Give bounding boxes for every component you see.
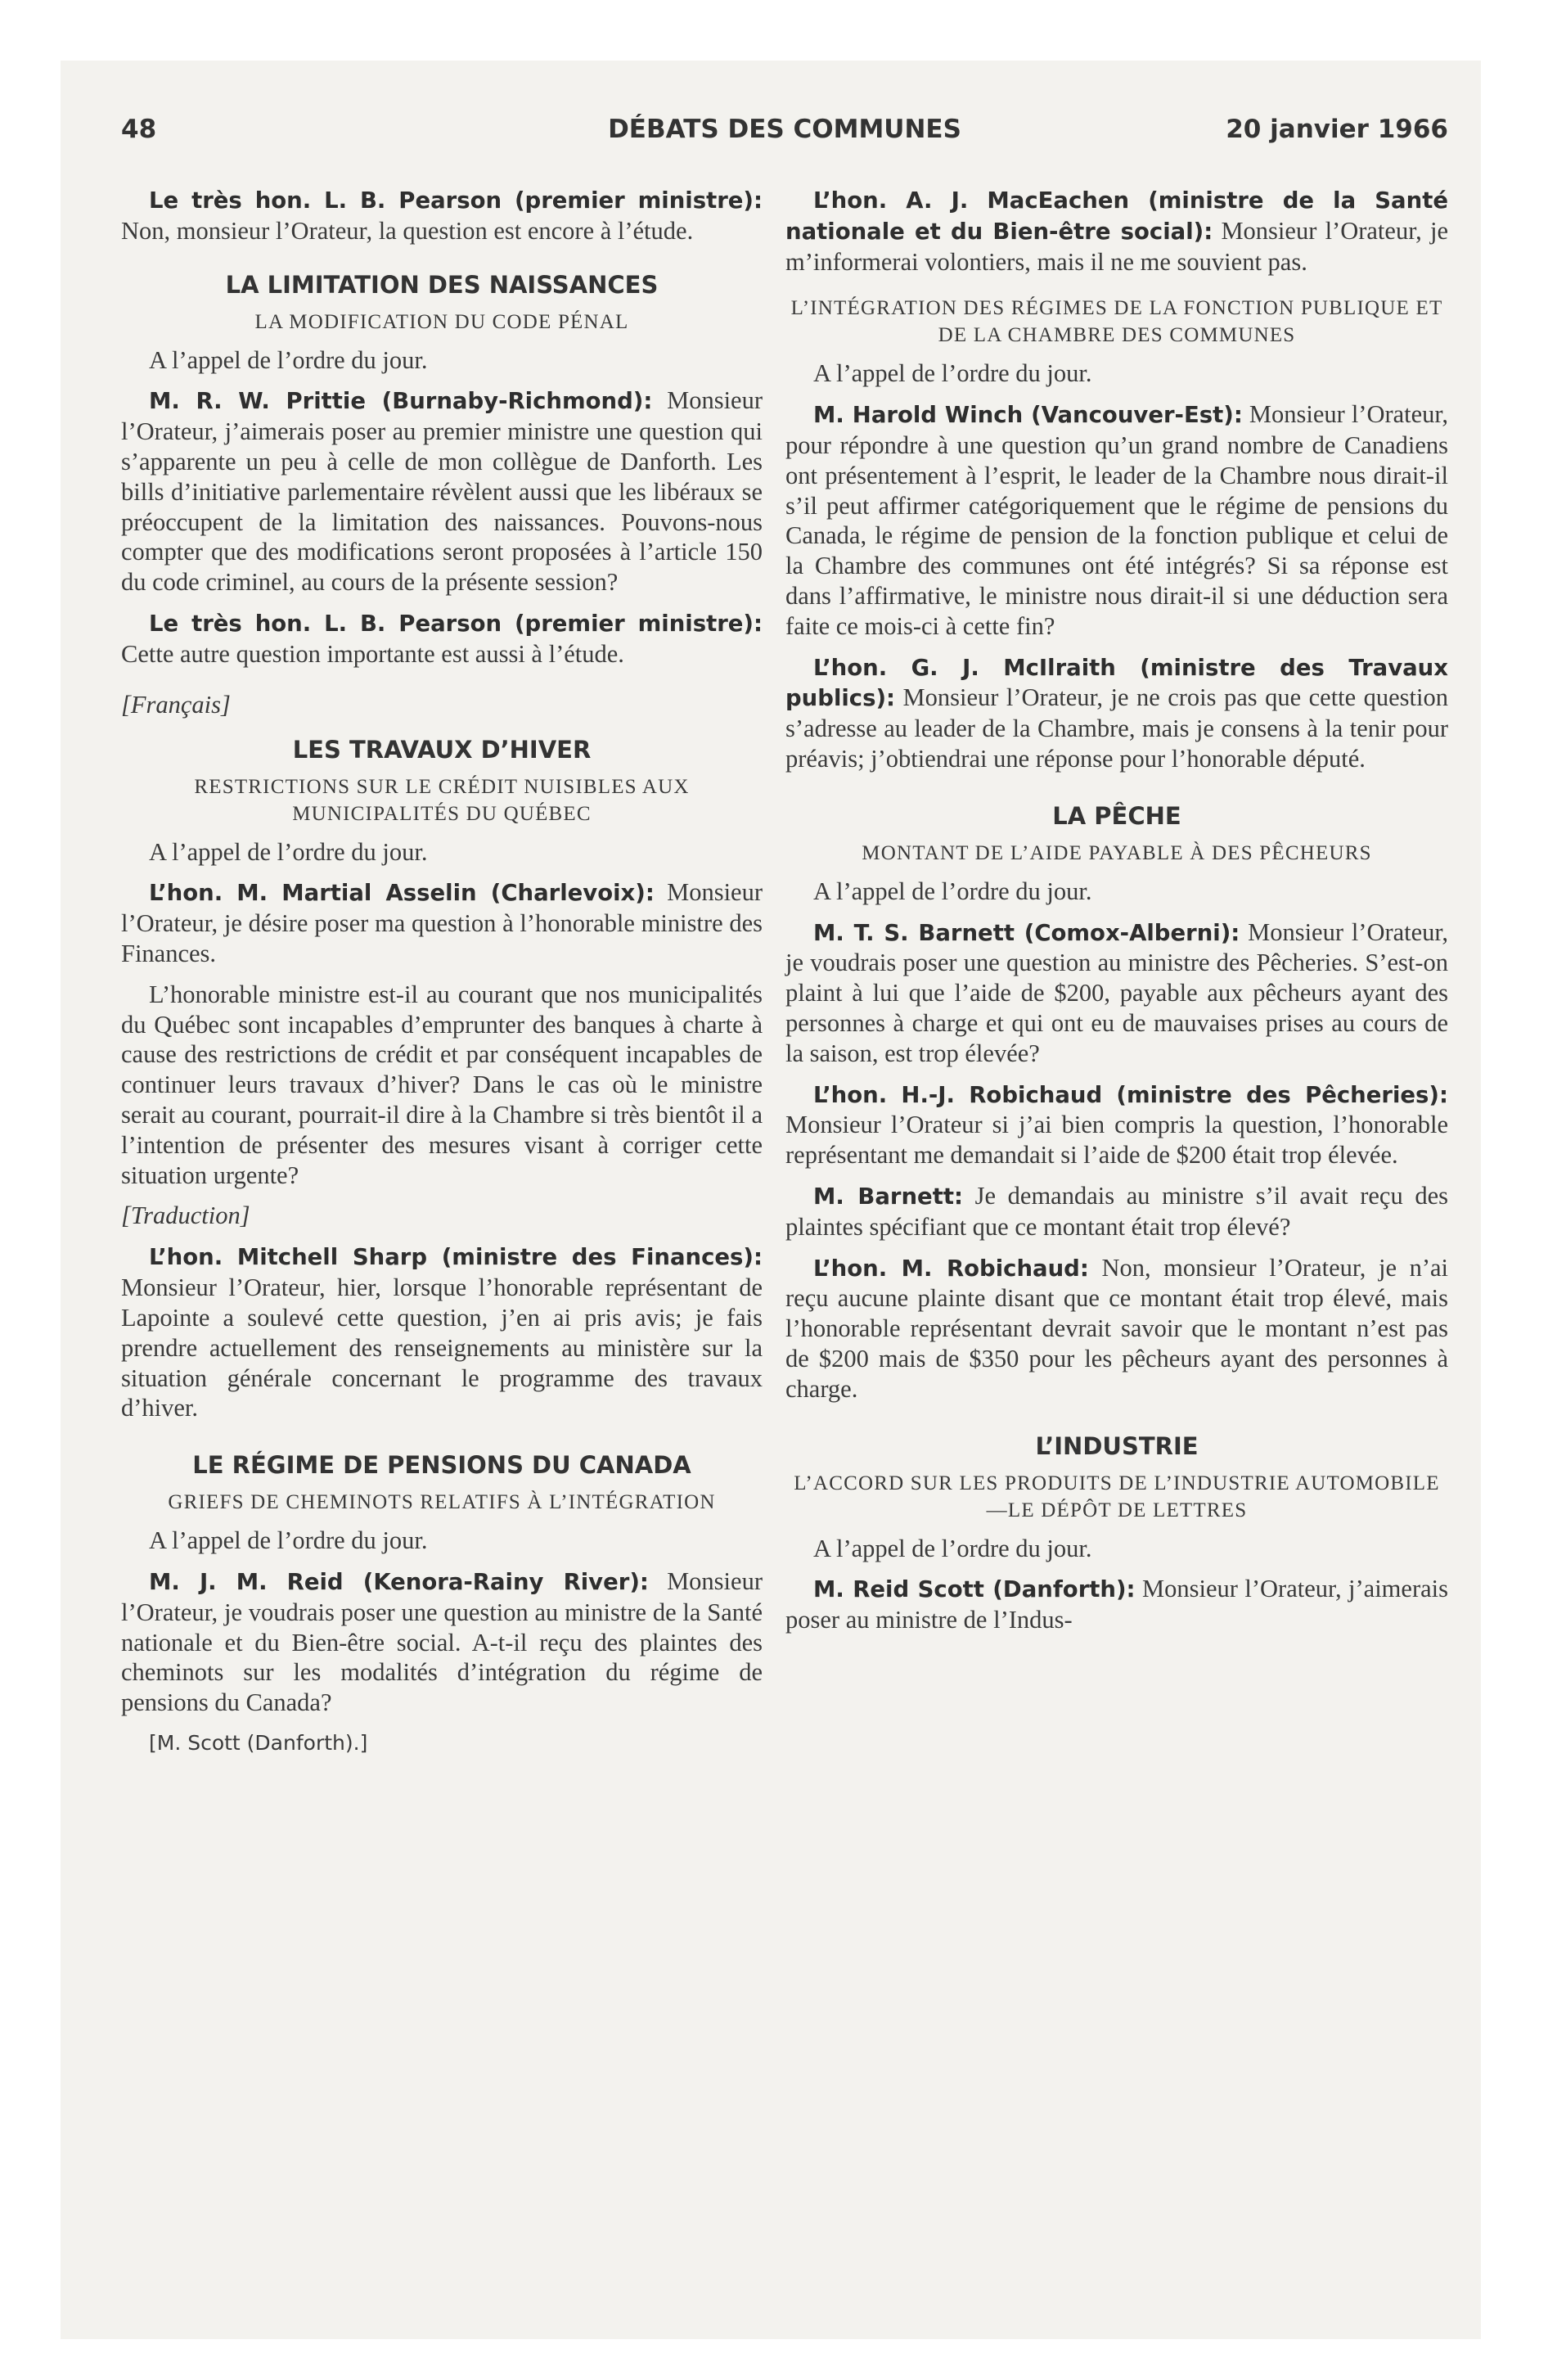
speech: Monsieur l’Orateur, j’aimerais poser au premier ministre une question qui s’apparente un peu à celle de mon collègue de Danforth. Les bills d’initiative parlementaire révèlent aussi que les libéraux se préoccupent de la limitation des naissances. Pouvons-nous compter que des modifications seront proposées à l’article 150 du code criminel, au cours de la présente session?	[121, 386, 763, 597]
language-tag: [Français]	[121, 690, 231, 719]
page-number: 48	[121, 115, 157, 144]
section-heading: LES TRAVAUX D’HIVER	[292, 735, 592, 764]
order-of-day: A l’appel de l’ordre du jour.	[149, 1526, 428, 1555]
language-tag: [Traduction]	[121, 1201, 250, 1230]
speech: Monsieur l’Orateur, je ne crois pas que cette question s’adresse au leader de la Chambre, mais je consens à la tenir pour préavis; j’obtiendrai une réponse pour l’honorable député.	[785, 683, 1448, 773]
paragraph	[785, 1574, 1448, 1635]
hansard-page	[121, 115, 1448, 2259]
paragraph	[121, 385, 763, 597]
column-note: [M. Scott (Danforth).]	[149, 1730, 368, 1755]
speech: Non, monsieur l’Orateur, la question est encore à l’étude.	[121, 216, 694, 245]
paragraph	[785, 1181, 1448, 1242]
section-heading: LA LIMITATION DES NAISSANCES	[225, 270, 659, 299]
section-heading: LA PÊCHE	[1052, 801, 1181, 830]
order-of-day: A l’appel de l’ordre du jour.	[813, 877, 1092, 905]
speech: Monsieur l’Orateur si j’ai bien compris la question, l’honorable représentant me demandait si l’aide de $200 était trop élevée.	[785, 1111, 1448, 1170]
speaker: M. T. S. Barnett (Comox-Alberni):	[813, 919, 1240, 946]
paragraph: L’honorable ministre est-il au courant que nos municipalités du Québec sont incapables d’emprunter des banques à charte à cause des restrictions de crédit et par conséquent incapables de continuer leurs travaux d’hiver? Dans le cas où le ministre serait au courant, pourrait-il dire à la Chambre si très bientôt il a l’intention de présenter des mesures visant à corriger cette situation urgente?	[121, 980, 763, 1189]
speech: Monsieur l’Orateur, je m’informerai volontiers, mais il ne me souvient pas.	[785, 216, 1449, 276]
section-subheading: GRIEFS DE CHEMINOTS RELATIFS À L’INTÉGRATION	[168, 1491, 716, 1514]
speaker: M. R. W. Prittie (Burnaby-Richmond):	[149, 388, 653, 415]
left-column	[121, 185, 763, 1755]
section-heading: LE RÉGIME DE PENSIONS DU CANADA	[192, 1451, 691, 1480]
speech: Monsieur l’Orateur, hier, lorsque l’honorable représentant de Lapointe a soulevé cette question, j’en ai pris avis; je fais prendre actuellement des renseignements au ministère sur la situation générale concernant le programme des travaux d’hiver.	[121, 1273, 763, 1422]
order-of-day: A l’appel de l’ordre du jour.	[149, 345, 428, 374]
speaker: L’hon. A. J. MacEachen (ministre de la Santé nationale et du Bien-être social):	[785, 187, 1448, 245]
speaker: M. Harold Winch (Vancouver-Est):	[813, 402, 1243, 429]
paragraph	[785, 1080, 1448, 1170]
speaker: M. Reid Scott (Danforth):	[813, 1576, 1136, 1603]
speech: Monsieur l’Orateur, j’aimerais poser au ministre de l’Indus-	[785, 1575, 1448, 1634]
paragraph	[785, 652, 1448, 774]
speaker: M. Barnett:	[813, 1183, 963, 1210]
section-subheading: L’INTÉGRATION DES RÉGIMES DE LA FONCTION PUBLIQUE ET DE LA CHAMBRE DES COMMUNES	[790, 297, 1443, 347]
section-heading: L’INDUSTRIE	[1035, 1431, 1199, 1460]
paragraph	[121, 185, 763, 246]
sitting-date: 20 janvier 1966	[1226, 115, 1448, 144]
speech: Cette autre question importante est aussi à l’étude.	[121, 639, 624, 668]
speech: Monsieur l’Orateur, je voudrais poser une question au ministre de la Santé nationale et du Bien-être social. A-t-il reçu des plaintes des cheminots sur les modalités d’intégration du régime de pensions du Canada?	[121, 1566, 763, 1717]
speaker: M. J. M. Reid (Kenora-Rainy River):	[149, 1568, 649, 1595]
section-subheading: MONTANT DE L’AIDE PAYABLE À DES PÊCHEURS	[862, 841, 1372, 864]
paragraph	[121, 1242, 763, 1423]
speaker: L’hon. Mitchell Sharp (ministre des Finances):	[149, 1244, 763, 1271]
running-header	[121, 115, 1448, 147]
order-of-day: A l’appel de l’ordre du jour.	[149, 837, 428, 866]
speech: Monsieur l’Orateur, je désire poser ma question à l’honorable ministre des Finances.	[121, 878, 763, 967]
right-column	[785, 185, 1448, 1646]
section-subheading: LA MODIFICATION DU CODE PÉNAL	[254, 310, 629, 333]
speech: Je demandais au ministre s’il avait reçu des plaintes spécifiant que ce montant était trop élevé?	[785, 1181, 1449, 1241]
section-subheading: L’ACCORD SUR LES PRODUITS DE L’INDUSTRIE AUTOMOBILE—LE DÉPÔT DE LETTRES	[794, 1472, 1440, 1521]
speech: Monsieur l’Orateur, je voudrais poser une question au ministre des Pêcheries. S’est-on plaint à lui que l’aide de $200, payable aux pêcheurs ayant des personnes à charge et qui ont eu de mauvaises prises au cours de la saison, est trop élevée?	[785, 917, 1448, 1067]
speaker: Le très hon. L. B. Pearson (premier ministre):	[149, 610, 763, 637]
paragraph	[121, 608, 763, 669]
speaker: L’hon. G. J. McIlraith (ministre des Travaux publics):	[785, 654, 1448, 712]
order-of-day: A l’appel de l’ordre du jour.	[813, 1534, 1092, 1562]
paragraph	[121, 877, 763, 968]
paragraph	[785, 1253, 1448, 1404]
speaker: L’hon. M. Robichaud:	[813, 1255, 1089, 1282]
publication-title: DÉBATS DES COMMUNES	[608, 115, 961, 144]
speaker: L’hon. H.-J. Robichaud (ministre des Pêcheries):	[813, 1081, 1448, 1108]
paragraph	[785, 399, 1448, 641]
speaker: Le très hon. L. B. Pearson (premier ministre):	[149, 187, 763, 214]
paragraph	[785, 917, 1448, 1069]
paragraph	[121, 1566, 763, 1718]
paragraph	[785, 185, 1448, 277]
speaker: L’hon. M. Martial Asselin (Charlevoix):	[149, 880, 655, 907]
section-subheading: RESTRICTIONS SUR LE CRÉDIT NUISIBLES AUX MUNICIPALITÉS DU QUÉBEC	[194, 775, 690, 825]
speech: Non, monsieur l’Orateur, je n’ai reçu aucune plainte disant que ce montant était trop élevé, mais l’honorable représentant devrait savoir que le montant n’est pas de $200 mais de $350 pour les pêcheurs ayant des personnes à charge.	[785, 1253, 1448, 1403]
order-of-day: A l’appel de l’ordre du jour.	[813, 359, 1092, 388]
speech: Monsieur l’Orateur, pour répondre à une question qu’un grand nombre de Canadiens ont présentement à l’esprit, le leader de la Chambre nous dirait-il s’il peut affirmer catégoriquement que le régime de pensions du Canada, le régime de pension de la fonction publique et celui de la Chambre des communes ont été intégrés? Si sa réponse est dans l’affirmative, le ministre nous dirait-il si une déduction sera faite ce mois-ci à cette fin?	[785, 400, 1448, 640]
